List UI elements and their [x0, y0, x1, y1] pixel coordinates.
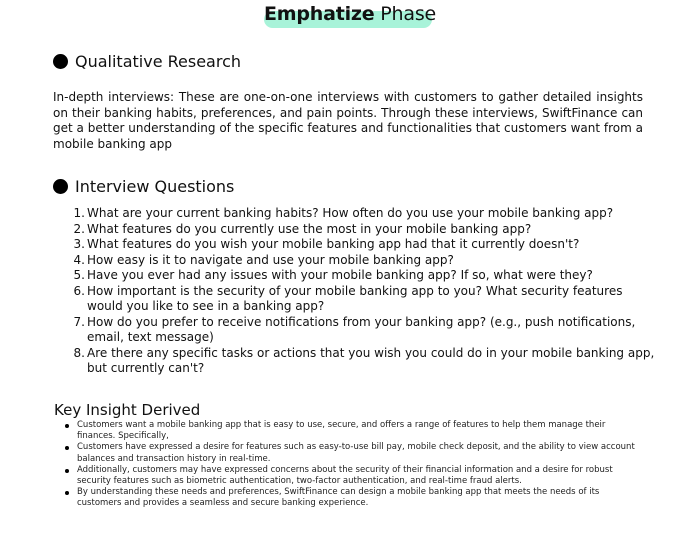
insight-text: Additionally, customers may have expressed concerns about the security of their financial information and a desire for robust security features such as biometric authentication, two-factor authentication, and real-time fraud alerts.: [77, 464, 613, 487]
insights-list: [77, 420, 639, 510]
qualitative-heading: [53, 52, 241, 72]
question-number: 7.: [73, 314, 85, 329]
interview-heading-text: Interview Questions: [75, 177, 235, 196]
question-number: 3.: [73, 237, 85, 251]
title-block: [0, 0, 700, 30]
bullet-icon: [65, 491, 69, 495]
question-item: [73, 237, 657, 253]
question-item: [73, 268, 657, 284]
page-title-normal: Phase: [374, 3, 437, 25]
insight-item: [77, 442, 639, 464]
question-text: What features do you wish your mobile banking app had that it currently doesn't?: [87, 237, 580, 251]
question-text: What features do you currently use the most in your mobile banking app?: [87, 221, 532, 236]
insight-text: By understanding these needs and preferences, SwiftFinance can design a mobile banking app that meets the needs of its customers and provides a seamless and secure banking experience.: [77, 487, 600, 509]
question-number: 1.: [73, 206, 85, 220]
question-text: How do you prefer to receive notifications from your banking app? (e.g., push notifications, email, text message): [87, 314, 636, 344]
insight-item: [77, 465, 639, 487]
interview-heading: [53, 177, 234, 197]
insights-heading: Key Insight Derived: [54, 401, 201, 419]
bullet-icon: [53, 54, 68, 69]
question-number: 2.: [73, 221, 85, 236]
question-number: 4.: [73, 252, 85, 267]
question-number: 5.: [73, 268, 85, 282]
question-text: What are your current banking habits? How often do you use your mobile banking app?: [87, 206, 614, 220]
question-item: [73, 252, 657, 269]
bullet-icon: [53, 179, 68, 194]
question-text: How important is the security of your mobile banking app to you? What security features would you like to see in a banking app?: [87, 283, 623, 313]
question-item: [73, 314, 657, 346]
bullet-icon: [65, 446, 69, 450]
bullet-icon: [65, 469, 69, 473]
question-number: 6.: [73, 283, 85, 298]
question-item: [73, 221, 657, 238]
insight-text: Customers want a mobile banking app that is easy to use, secure, and offers a range of features to help them manage their finances. Specifically,: [77, 420, 606, 442]
qualitative-heading-text: Qualitative Research: [75, 52, 242, 71]
question-item: [73, 283, 657, 315]
question-number: 8.: [73, 345, 85, 360]
question-item: [73, 206, 657, 222]
page-title-bold: Emphatize: [263, 3, 375, 25]
insight-text: Customers have expressed a desire for features such as easy-to-use bill pay, mobile check deposit, and the ability to view account balances and transaction history in real-time.: [77, 442, 635, 464]
interview-questions-list: [53, 206, 657, 377]
bullet-icon: [65, 424, 69, 428]
qualitative-paragraph: In-depth interviews: These are one-on-one interviews with customers to gather detailed insights on their banking habits, preferences, and pain points. Through these interviews, SwiftFinance can get a better understanding of the specific features and functionalities that customers want from a mobile banking app: [53, 90, 643, 151]
question-text: How easy is it to navigate and use your mobile banking app?: [87, 252, 454, 267]
insight-item: [77, 487, 639, 509]
page-title: [0, 2, 700, 26]
question-text: Are there any specific tasks or actions that you wish you could do in your mobile banking app, but currently can't?: [87, 345, 655, 375]
question-text: Have you ever had any issues with your mobile banking app? If so, what were they?: [87, 268, 593, 282]
insight-item: [77, 420, 639, 442]
question-item: [73, 345, 657, 377]
